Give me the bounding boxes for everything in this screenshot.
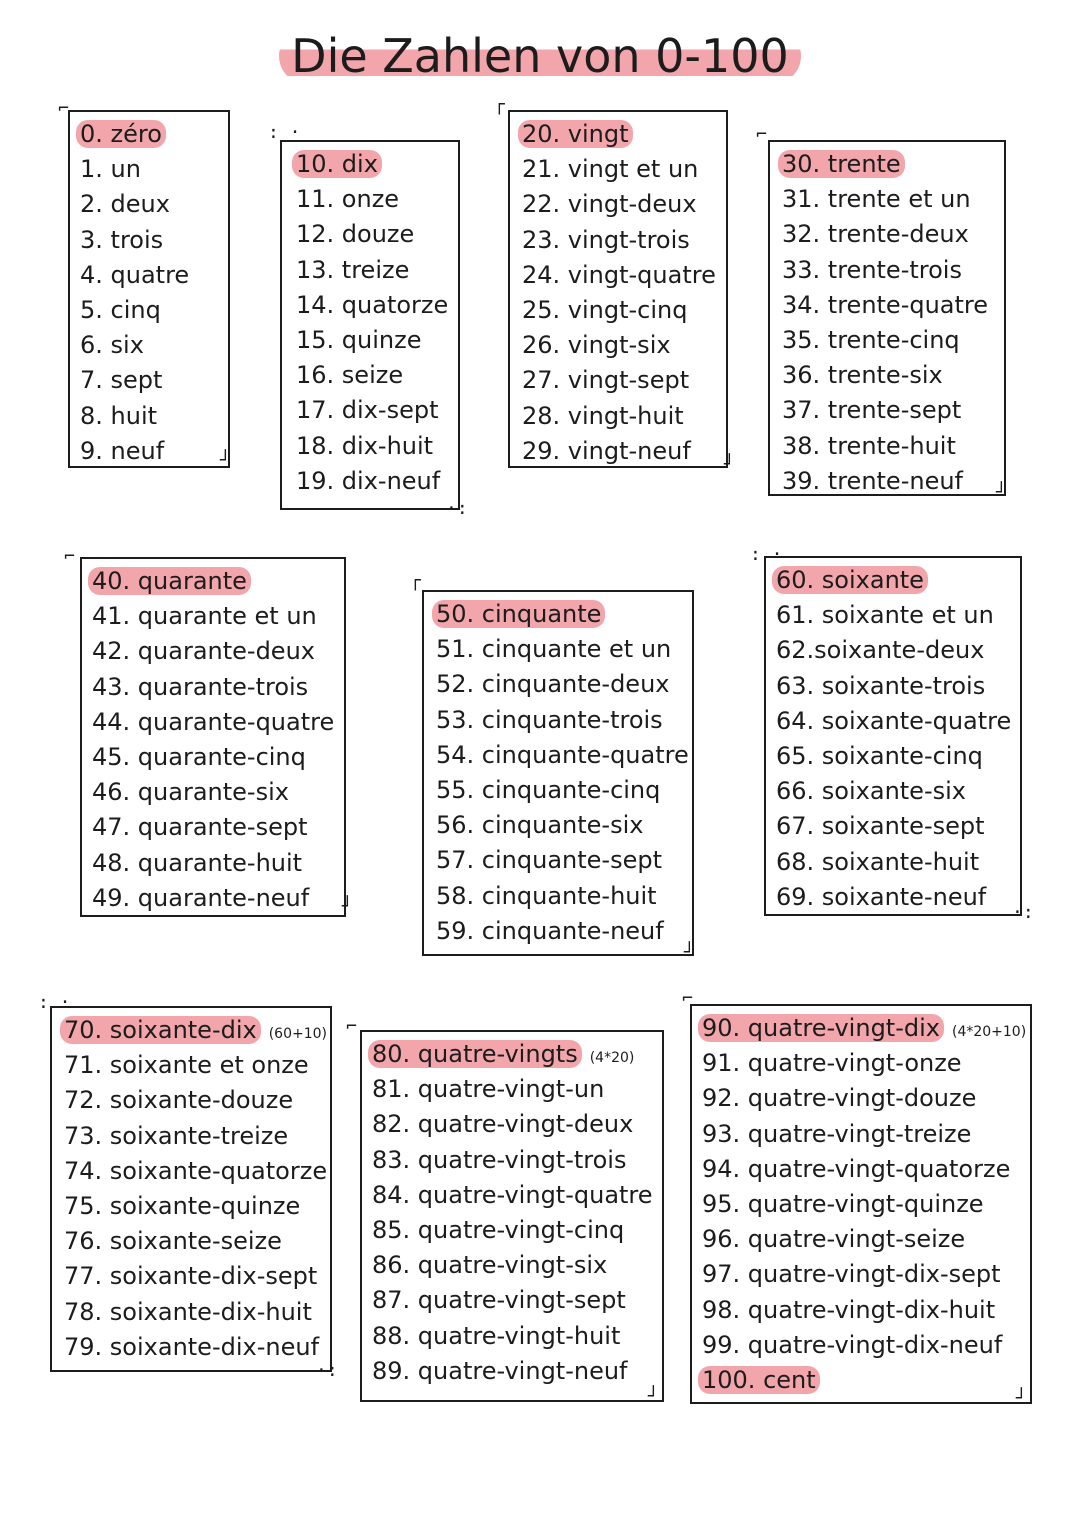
list-item: 45. quarante-cinq [92,742,306,771]
page-title: Die Zahlen von 0-100 [279,28,801,84]
group-heading: 90. quatre-vingt-dix [698,1014,944,1042]
group-heading: 10. dix [292,150,382,178]
list-item: 4. quatre [80,260,190,289]
list-item: 68. soixante-huit [776,847,980,876]
corner-bracket-icon: ⌐ [756,124,767,145]
list-item: 79. soixante-dix-neuf [64,1332,320,1361]
list-item: 31. trente et un [782,185,971,214]
list-item: 51. cinquante et un [436,635,672,664]
list-item: 41. quarante et un [92,602,317,631]
list-item: 94. quatre-vingt-quatorze [702,1154,1011,1183]
corner-bracket-icon: ⌐ [64,546,75,567]
list-item: 95. quatre-vingt-quinze [702,1189,984,1218]
list-item: 15. quinze [296,325,422,354]
list-item: 8. huit [80,401,158,430]
list-item: 12. douze [296,220,415,249]
list-item: 57. cinquante-sept [436,846,662,875]
list-item: 89. quatre-vingt-neuf [372,1356,628,1385]
list-item: 96. quatre-vingt-seize [702,1225,966,1254]
list-item: 91. quatre-vingt-onze [702,1049,962,1078]
list-item [702,1363,1030,1398]
corner-bracket-icon: ┘ [220,450,231,471]
list-item: 49. quarante-neuf [92,883,310,912]
list-item: 19. dix-neuf [296,466,441,495]
list-item [92,564,344,599]
list-item: 72. soixante-douze [64,1086,294,1115]
number-group-10-19 [280,140,460,510]
list-item: 37. trente-sept [782,396,962,425]
number-group-20-29 [508,110,728,468]
list-item: 24. vingt-quatre [522,260,716,289]
title-container [0,28,1080,84]
list-item [436,597,692,632]
list-item: 7. sept [80,366,163,395]
list-item [80,117,228,152]
list-item: 86. quatre-vingt-six [372,1251,608,1280]
group-heading: 80. quatre-vingts [368,1040,582,1068]
list-item: 56. cinquante-six [436,811,644,840]
list-item: 21. vingt et un [522,155,699,184]
corner-bracket-icon: ⌐ [58,98,69,119]
list-item: 52. cinquante-deux [436,670,670,699]
hundred-highlight: 100. cent [698,1366,820,1394]
list-item: 69. soixante-neuf [776,882,987,911]
list-item: 61. soixante et un [776,601,994,630]
corner-bracket-icon: ⌐ [346,1016,357,1037]
list-item: 59. cinquante-neuf [436,916,664,945]
corner-bracket-icon: ┘ [684,942,695,963]
list-item: 97. quatre-vingt-dix-sept [702,1260,1001,1289]
list-item: 26. vingt-six [522,331,671,360]
list-item: 78. soixante-dix-huit [64,1297,312,1326]
list-item: 88. quatre-vingt-huit [372,1321,621,1350]
group-heading: 20. vingt [518,120,633,148]
list-item: 93. quatre-vingt-treize [702,1119,972,1148]
list-item: 67. soixante-sept [776,812,985,841]
dots-mark-icon: ·: [316,1360,338,1381]
list-item: 87. quatre-vingt-sept [372,1286,626,1315]
list-item: 1. un [80,155,141,184]
list-item: 58. cinquante-huit [436,881,657,910]
number-group-0-9 [68,110,231,471]
corner-bracket-icon: ⌐ [682,988,693,1009]
list-item: 3. trois [80,225,164,254]
list-item: 85. quatre-vingt-cinq [372,1215,625,1244]
list-item: 39. trente-neuf [782,466,963,495]
list-item: 66. soixante-six [776,777,966,806]
list-item: 29. vingt-neuf [522,436,691,465]
dots-mark-icon: : · [268,122,301,143]
corner-bracket-icon: ┘ [724,454,735,475]
list-item: 63. soixante-trois [776,671,986,700]
list-item [776,563,1020,598]
list-item: 27. vingt-sept [522,366,690,395]
list-item: 38. trente-huit [782,431,956,460]
dots-mark-icon: ·: [446,498,468,519]
list-item: 92. quatre-vingt-douze [702,1084,977,1113]
list-item: 73. soixante-treize [64,1121,289,1150]
list-item: 71. soixante et onze [64,1051,309,1080]
list-item: 53. cinquante-trois [436,705,663,734]
list-item: 76. soixante-seize [64,1227,282,1256]
list-item: 62.soixante-deux [776,636,985,665]
list-item: 48. quarante-huit [92,848,303,877]
dots-mark-icon: : · [750,544,783,565]
list-item [702,1011,1030,1046]
list-item [782,147,1004,182]
list-item: 99. quatre-vingt-dix-neuf [702,1330,1003,1359]
list-item: 17. dix-sept [296,396,439,425]
list-item: 98. quatre-vingt-dix-huit [702,1295,996,1324]
list-item: 28. vingt-huit [522,401,684,430]
list-item: 6. six [80,331,144,360]
list-item [64,1013,330,1048]
list-item: 83. quatre-vingt-trois [372,1145,627,1174]
list-item: 23. vingt-trois [522,225,690,254]
list-item: 33. trente-trois [782,255,962,284]
dots-mark-icon: : · [38,992,71,1013]
list-item [522,117,726,152]
list-item: 65. soixante-cinq [776,741,983,770]
list-item: 2. deux [80,190,170,219]
list-item: 13. treize [296,255,410,284]
corner-bracket-icon: ┘ [1016,1388,1027,1409]
number-group-50-59 [422,590,694,956]
list-item: 22. vingt-deux [522,190,697,219]
list-item: 14. quatorze [296,290,449,319]
list-item: 54. cinquante-quatre [436,740,689,769]
list-item: 43. quarante-trois [92,672,309,701]
list-item: 42. quarante-deux [92,637,315,666]
list-item: 75. soixante-quinze [64,1191,301,1220]
group-heading: 30. trente [778,150,905,178]
group-heading: 40. quarante [88,567,251,595]
list-item: 5. cinq [80,295,161,324]
number-group-70-79 [50,1006,332,1372]
formula-note: (60+10) [268,1026,328,1042]
list-item: 64. soixante-quatre [776,706,1012,735]
number-group-80-89 [360,1030,664,1402]
number-group-30-39 [768,140,1006,496]
list-item: 16. seize [296,361,404,390]
list-item: 82. quatre-vingt-deux [372,1110,634,1139]
list-item: 74. soixante-quatorze [64,1156,328,1185]
list-item: 11. onze [296,185,400,214]
list-item: 34. trente-quatre [782,290,989,319]
list-item: 55. cinquante-cinq [436,775,661,804]
list-item: 9. neuf [80,436,165,465]
list-item: 32. trente-deux [782,220,969,249]
list-item: 44. quarante-quatre [92,707,335,736]
list-item: 46. quarante-six [92,778,289,807]
dots-mark-icon: ·: [1012,902,1034,923]
list-item: 36. trente-six [782,361,943,390]
corner-bracket-icon: ┘ [996,482,1007,503]
list-item: 18. dix-huit [296,431,434,460]
corner-bracket-icon: ┘ [342,896,353,917]
group-heading: 50. cinquante [432,600,605,628]
number-group-40-49 [80,557,346,917]
formula-note: (4*20) [589,1050,635,1066]
corner-bracket-icon: ┌ [410,570,421,591]
list-item: 84. quatre-vingt-quatre [372,1180,653,1209]
formula-note: (4*20+10) [951,1024,1027,1040]
list-item [372,1037,662,1072]
corner-bracket-icon: ┘ [648,1386,659,1407]
group-heading: 0. zéro [76,120,166,148]
list-item [296,147,458,182]
list-item: 35. trente-cinq [782,325,960,354]
corner-bracket-icon: ┌ [494,94,505,115]
number-group-60-69 [764,556,1022,916]
group-heading: 70. soixante-dix [60,1016,261,1044]
number-group-90-100 [690,1004,1032,1404]
list-item: 47. quarante-sept [92,813,308,842]
list-item: 25. vingt-cinq [522,295,688,324]
list-item: 77. soixante-dix-sept [64,1262,318,1291]
group-heading: 60. soixante [772,566,928,594]
list-item: 81. quatre-vingt-un [372,1075,605,1104]
